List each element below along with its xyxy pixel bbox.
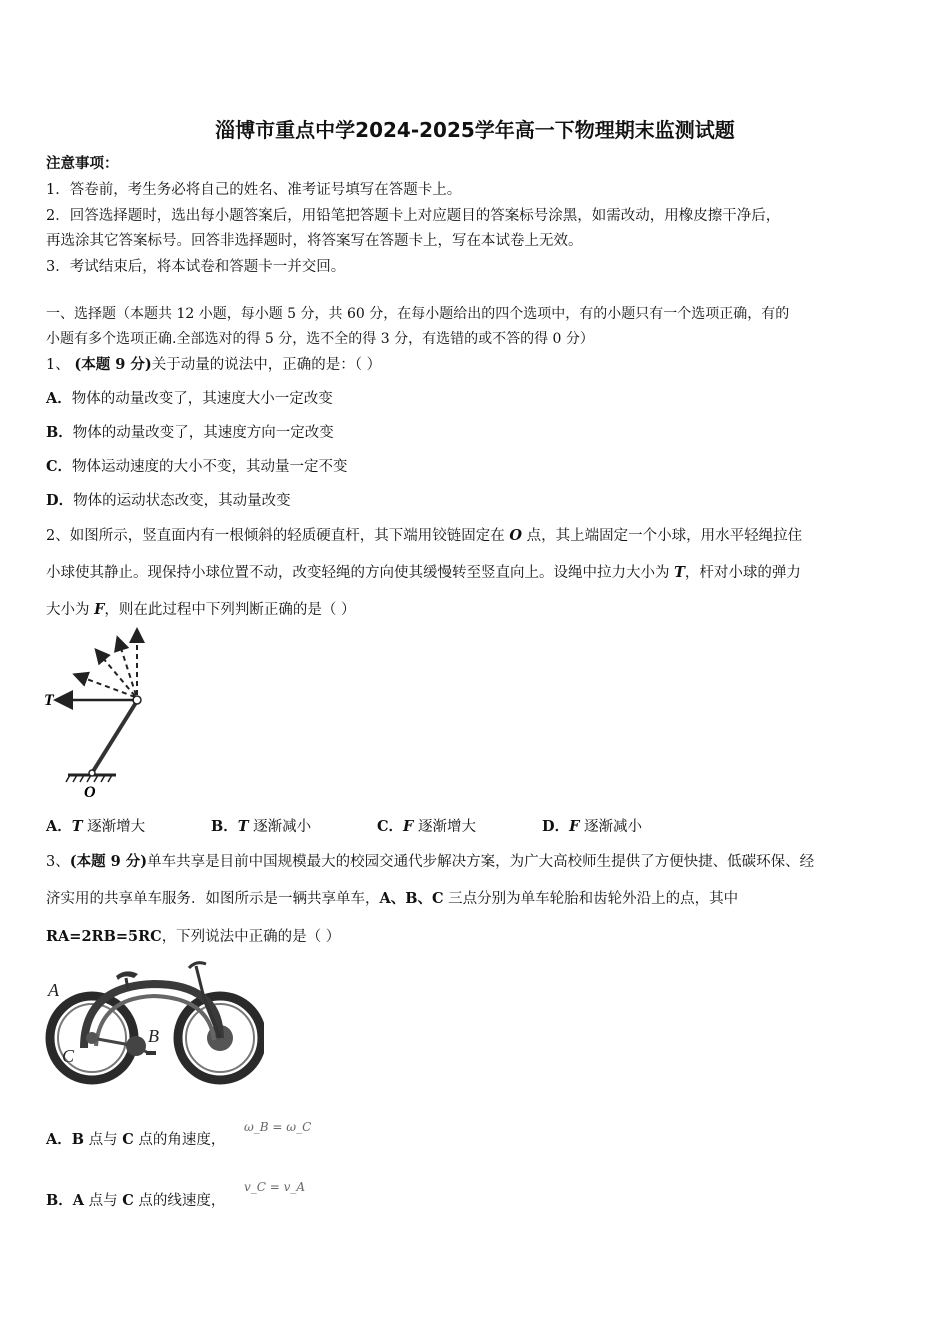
q2-text: 2、如图所示，竖直面内有一根倾斜的轻质硬直杆，其下端用铰链固定在 (46, 528, 510, 544)
option-label: C． (46, 458, 73, 475)
option-text: 物体的动量改变了，其速度方向一定改变 (72, 425, 334, 441)
q1-stem (46, 353, 381, 374)
option-var: T (237, 818, 249, 835)
option-text: 逐渐增大 (413, 819, 476, 835)
option-label: A． (46, 818, 72, 835)
q2-var-t: T (674, 564, 685, 581)
pedal (146, 1051, 156, 1055)
option-text: 逐渐减小 (248, 819, 312, 835)
fig-label-t: T (44, 692, 54, 709)
q3-text: 单车共享是目前中国规模最大的校园交通代步解决方案，为广大高校师生提供了方便快捷、低碳环保、经 (147, 854, 815, 870)
q2-option-c (377, 815, 476, 836)
q3-points: A、B、C (379, 890, 444, 907)
q2-stem-line3 (46, 598, 356, 619)
option-text: 点的角速度， (133, 1132, 226, 1148)
q2-text: 点，其上端固定一个小球，用水平轻绳拉住 (521, 528, 803, 544)
option-label: B． (211, 818, 238, 835)
q2-option-a (46, 815, 145, 836)
option-label: A． (46, 390, 72, 407)
q2-option-b (211, 815, 311, 836)
option-text: B (71, 1131, 85, 1148)
option-label: D． (542, 818, 570, 835)
q3-text: 济实用的共享单车服务．如图所示是一辆共享单车， (46, 891, 380, 907)
note-item: 2．回答选择题时，选出每小题答案后，用铅笔把答题卡上对应题目的答案标号涂黑，如需改动，用橡皮擦干净后， (46, 208, 781, 224)
option-label: B． (46, 1192, 73, 1209)
option-label: C． (377, 818, 404, 835)
q1-option-c (46, 455, 348, 476)
q1-number: 1、 (46, 357, 75, 373)
option-text: 逐渐减小 (579, 819, 642, 835)
q3-text: 3、 (46, 854, 70, 870)
q3-option-b (46, 1189, 225, 1210)
light-rod (92, 701, 137, 773)
q3-stem-line1 (46, 850, 814, 871)
option-var: T (71, 818, 83, 835)
q1-option-b (46, 421, 334, 442)
option-label: B． (46, 424, 73, 441)
option-label: A． (46, 1131, 72, 1148)
note-item: 1．答卷前，考生务必将自己的姓名、准考证号填写在答题卡上。 (46, 182, 462, 198)
q2-text: ，杆对小球的弹力 (684, 565, 801, 581)
fig-label-b: B (148, 1026, 159, 1046)
q3-stem-line2 (46, 887, 738, 908)
hinge-o (89, 770, 95, 776)
note-item: 再选涂其它答案标号。回答非选择题时，将答案写在答题卡上，写在本试卷上无效。 (46, 233, 583, 249)
option-text: 物体的运动状态改变，其动量改变 (73, 493, 291, 509)
q1-option-a (46, 387, 333, 408)
section-instructions: 一、选择题（本题共 12 小题，每小题 5 分，共 60 分，在每小题给出的四个选项中，有的小题只有一个选项正确，有的 (46, 306, 790, 322)
q3-score: (本题 9 分) (69, 853, 148, 870)
fig-label-a: A (48, 980, 59, 1000)
section-instructions-cont: 小题有多个选项正确.全部选对的得 5 分，选不全的得 3 分，有选错的或不答的得 0 分） (46, 331, 594, 347)
option-text: 点与 (84, 1193, 123, 1209)
rear-sprocket (86, 1032, 98, 1044)
q1-option-d (46, 489, 291, 510)
q1-score: (本题 9 分) (74, 356, 152, 373)
q2-var-f: F (94, 601, 105, 618)
q2-text: ，则在此过程中下列判断正确的是（ ） (104, 602, 356, 618)
fig-label-o: O (84, 784, 96, 800)
option-text: 点与 (84, 1132, 123, 1148)
q2-var-o: O (509, 527, 522, 544)
option-text: C (122, 1131, 134, 1148)
seat-post (126, 978, 128, 990)
q3-text: 三点分别为单车轮胎和齿轮外沿上的点，其中 (443, 891, 739, 907)
option-var: F (403, 818, 414, 835)
q2-option-d (542, 815, 642, 836)
option-text: A (72, 1192, 85, 1209)
q2-text: 小球使其静止。现保持小球位置不动，改变轻绳的方向使其缓慢转至竖直向上。设绳中拉力大小为 (46, 565, 675, 581)
q3-option-b-formula: v_C = v_A (244, 1180, 306, 1194)
notes-heading: 注意事项： (46, 155, 119, 172)
q3-option-a (46, 1128, 225, 1149)
q2-text: 大小为 (46, 602, 95, 618)
page-title: 淄博市重点中学2024-2025学年高一下物理期末监测试题 (215, 118, 735, 142)
q3-bicycle-figure (44, 958, 264, 1093)
option-text: 逐渐增大 (82, 819, 146, 835)
option-label: D． (46, 492, 74, 509)
fig-label-c: C (62, 1046, 75, 1066)
option-text: C (122, 1192, 134, 1209)
q3-stem-line3 (46, 925, 340, 946)
note-item: 3．考试结束后，将本试卷和答题卡一并交回。 (46, 259, 346, 275)
option-var: F (569, 818, 580, 835)
option-text: 点的线速度， (133, 1193, 226, 1209)
q1-question: 关于动量的说法中，正确的是：（ ） (151, 357, 382, 373)
q2-stem-line1 (46, 524, 802, 545)
q3-option-a-formula: ω_B = ω_C (244, 1120, 312, 1134)
q2-rod-figure (40, 625, 170, 800)
option-text: 物体的动量改变了，其速度大小一定改变 (71, 391, 333, 407)
option-text: 物体运动速度的大小不变，其动量一定不变 (72, 459, 348, 475)
q3-radius-relation: RA=2RB=5RC (46, 928, 162, 945)
q2-stem-line2 (46, 561, 801, 582)
q3-text: ，下列说法中正确的是（ ） (161, 929, 341, 945)
